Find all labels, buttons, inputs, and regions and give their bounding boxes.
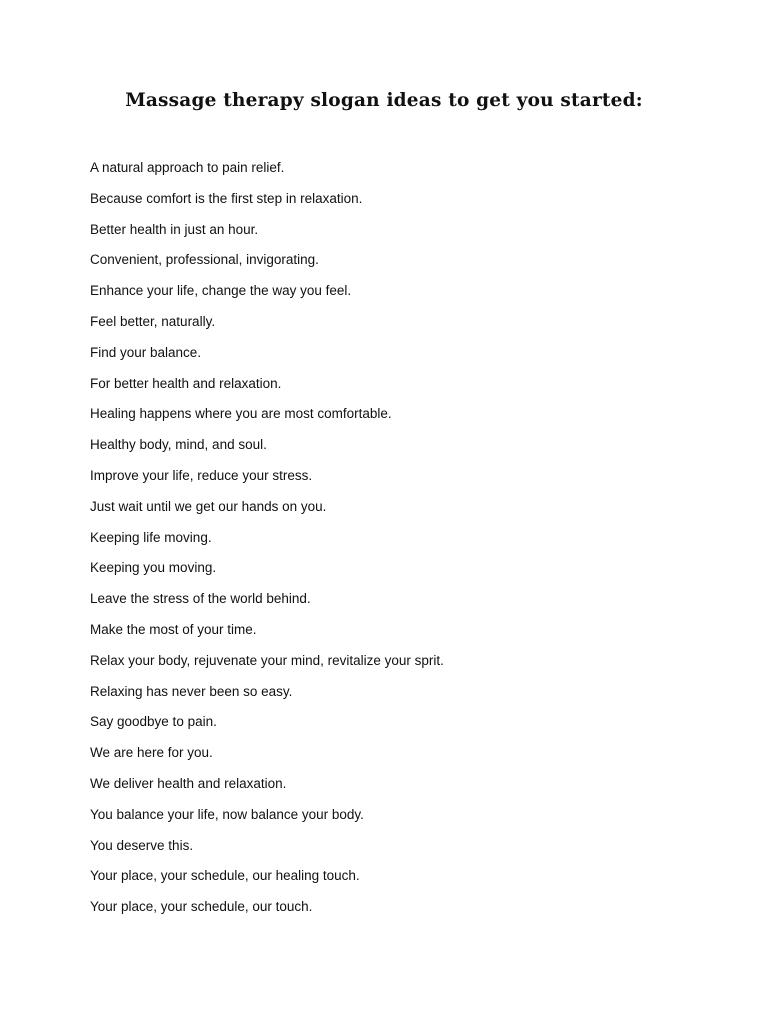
slogan-item: You deserve this. (90, 837, 194, 853)
slogan-item: A natural approach to pain relief. (90, 160, 285, 175)
slogan-item: For better health and relaxation. (90, 375, 282, 391)
slogan-item: Relaxing has never been so easy. (90, 683, 293, 699)
slogan-item: Your place, your schedule, our touch. (90, 899, 313, 915)
slogan-item: Find your balance. (90, 344, 202, 360)
page-title: Massage therapy slogan ideas to get you started: (125, 90, 643, 111)
slogan-item: Leave the stress of the world behind. (90, 591, 311, 607)
slogan-item: Make the most of your time. (90, 621, 257, 637)
slogan-item: Feel better, naturally. (90, 313, 216, 329)
slogan-item: Enhance your life, change the way you feel. (90, 283, 352, 299)
slogan-item: Keeping you moving. (90, 560, 217, 576)
slogan-item: Your place, your schedule, our healing touch. (90, 868, 360, 884)
slogan-item: Healing happens where you are most comfortable. (90, 406, 392, 422)
slogan-item: Improve your life, reduce your stress. (90, 467, 313, 483)
slogan-list (90, 158, 730, 928)
slogan-item: Better health in just an hour. (90, 221, 259, 237)
slogan-item: Keeping life moving. (90, 529, 212, 545)
slogan-item: Just wait until we get our hands on you. (90, 498, 327, 514)
slogan-item: Healthy body, mind, and soul. (90, 437, 267, 453)
slogan-item: Say goodbye to pain. (90, 714, 217, 730)
slogan-item: You balance your life, now balance your body. (90, 806, 364, 822)
slogan-item: Relax your body, rejuvenate your mind, revitalize your sprit. (90, 652, 444, 668)
slogan-item: Convenient, professional, invigorating. (90, 252, 319, 268)
slogan-item: We deliver health and relaxation. (90, 775, 287, 791)
slogan-item: Because comfort is the first step in relaxation. (90, 190, 363, 206)
slogan-item: We are here for you. (90, 745, 213, 761)
